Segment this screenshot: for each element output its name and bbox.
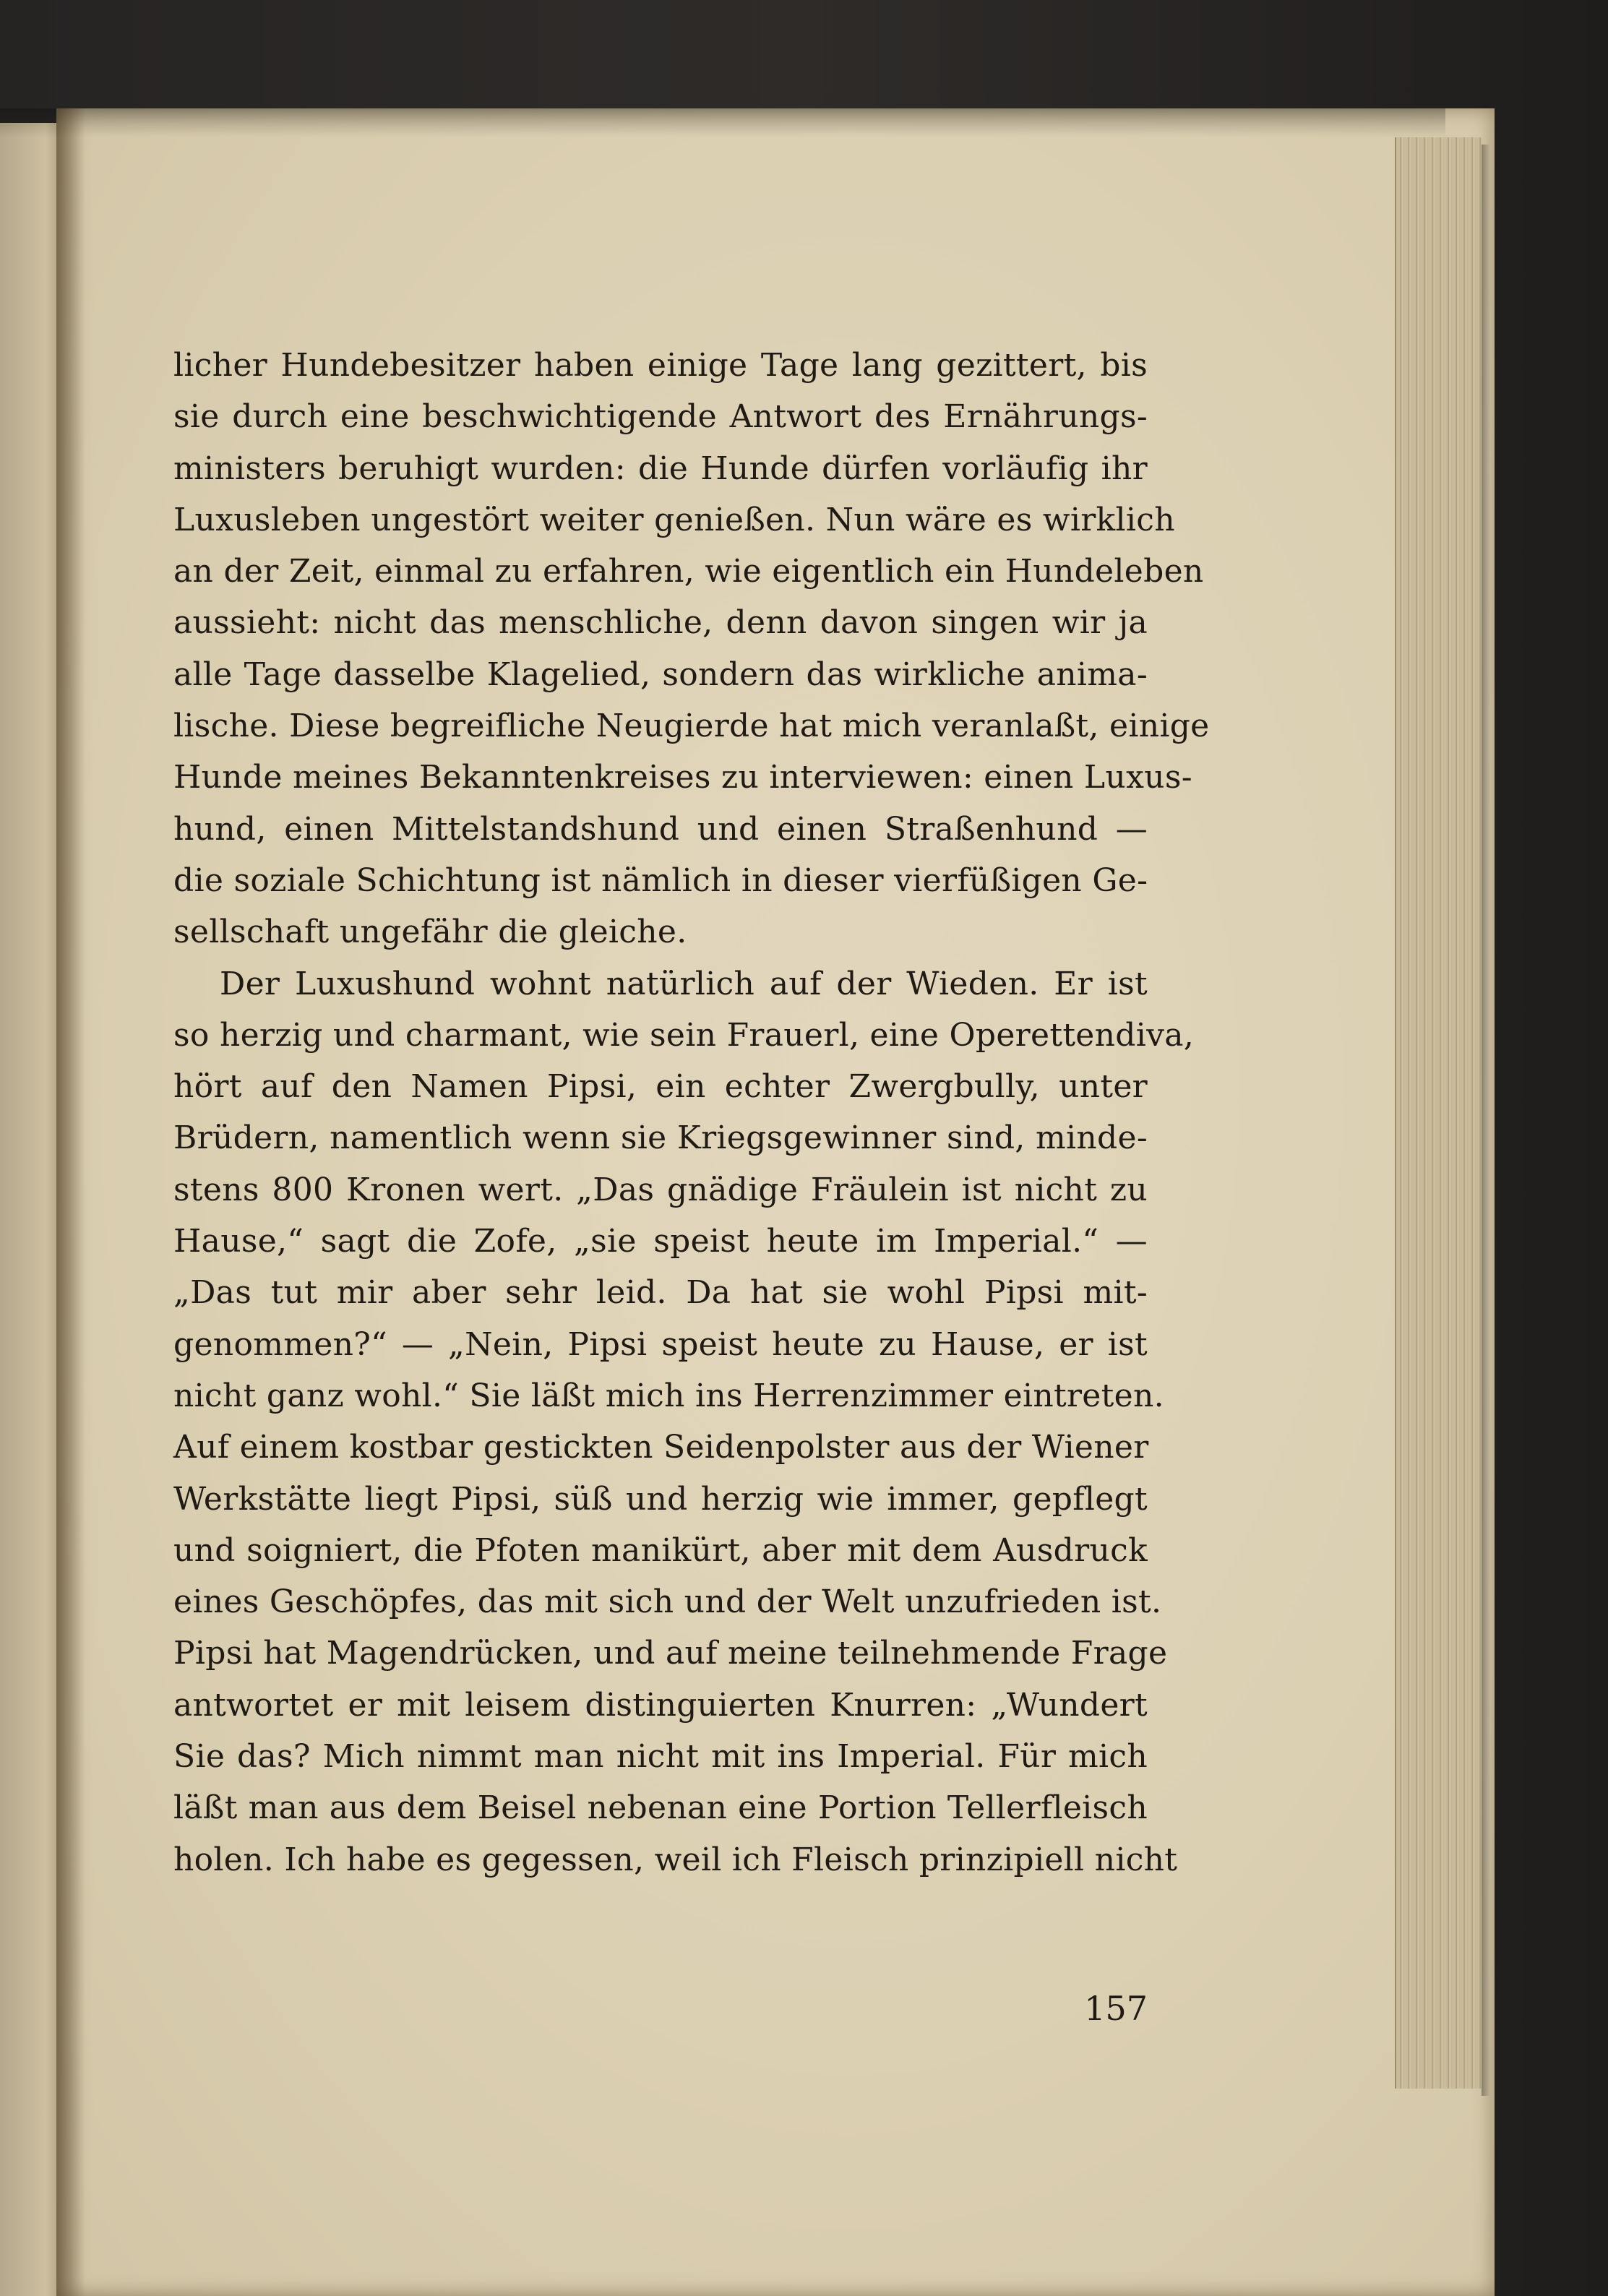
text-line: Brüdern, namentlich wenn sie Kriegsgewinner sind, minde-: [173, 1119, 1148, 1157]
text-line: Hunde meines Bekanntenkreises zu interviewen: einen Luxus-: [173, 759, 1192, 796]
body-text: [173, 340, 1210, 1886]
text-line: die soziale Schichtung ist nämlich in dieser vierfüßigen Ge-: [173, 861, 1148, 899]
page-edges-shadow: [1482, 145, 1490, 2096]
text-line: so herzig und charmant, wie sein Frauerl, eine Operettendiva,: [173, 1016, 1195, 1054]
text-line: aussieht: nicht das menschliche, denn davon singen wir ja: [173, 604, 1148, 642]
text-line: holen. Ich habe es gegessen, weil ich Fleisch prinzipiell nicht: [173, 1841, 1178, 1878]
text-line: antwortet er mit leisem distinguierten Knurren: „Wundert: [173, 1686, 1148, 1724]
text-line: alle Tage dasselbe Klagelied, sondern das wirkliche anima-: [173, 655, 1148, 693]
text-line: ministers beruhigt wurden: die Hunde dürfen vorläufig ihr: [173, 450, 1148, 487]
text-line: sie durch eine beschwichtigende Antwort des Ernährungs-: [173, 398, 1148, 436]
text-line: eines Geschöpfes, das mit sich und der Welt unzufrieden ist.: [173, 1583, 1162, 1621]
text-line: nicht ganz wohl.“ Sie läßt mich ins Herrenzimmer eintreten.: [173, 1377, 1164, 1414]
text-line: läßt man aus dem Beisel nebenan eine Portion Tellerfleisch: [173, 1789, 1148, 1827]
text-line: „Das tut mir aber sehr leid. Da hat sie wohl Pipsi mit-: [173, 1274, 1148, 1312]
text-line: Auf einem kostbar gestickten Seidenpolster aus der Wiener: [173, 1429, 1149, 1466]
text-line: sellschaft ungefähr die gleiche.: [173, 913, 687, 951]
text-line: Der Luxushund wohnt natürlich auf der Wieden. Er ist: [220, 965, 1148, 1002]
page-gutter-shadow: [56, 108, 85, 2296]
text-line: an der Zeit, einmal zu erfahren, wie eigentlich ein Hundeleben: [173, 553, 1204, 590]
page-number: 157: [1084, 1989, 1148, 2028]
page-top-shadow: [0, 108, 1445, 137]
text-line: Sie das? Mich nimmt man nicht mit ins Imperial. Für mich: [173, 1738, 1148, 1776]
page-edges-stack: [1395, 137, 1483, 2089]
text-line: genommen?“ — „Nein, Pipsi speist heute zu Hause, er ist: [173, 1325, 1148, 1363]
text-line: lische. Diese begreifliche Neugierde hat mich veranlaßt, einige: [173, 708, 1210, 745]
text-line: Luxusleben ungestört weiter genießen. Nun wäre es wirklich: [173, 501, 1175, 538]
text-line: Werkstätte liegt Pipsi, süß und herzig wie immer, gepflegt: [173, 1480, 1148, 1518]
text-line: und soigniert, die Pfoten manikürt, aber mit dem Ausdruck: [173, 1531, 1148, 1569]
text-line: Pipsi hat Magendrücken, und auf meine teilnehmende Frage: [173, 1635, 1168, 1672]
text-line: hund, einen Mittelstandshund und einen Straßenhund —: [173, 810, 1148, 848]
text-line: hört auf den Namen Pipsi, ein echter Zwergbully, unter: [173, 1068, 1148, 1106]
previous-page-edge: [0, 123, 65, 2296]
text-line: stens 800 Kronen wert. „Das gnädige Fräulein ist nicht zu: [173, 1171, 1148, 1208]
text-line: Hause,“ sagt die Zofe, „sie speist heute im Imperial.“ —: [173, 1223, 1148, 1260]
text-line: licher Hundebesitzer haben einige Tage lang gezittert, bis: [173, 347, 1148, 384]
